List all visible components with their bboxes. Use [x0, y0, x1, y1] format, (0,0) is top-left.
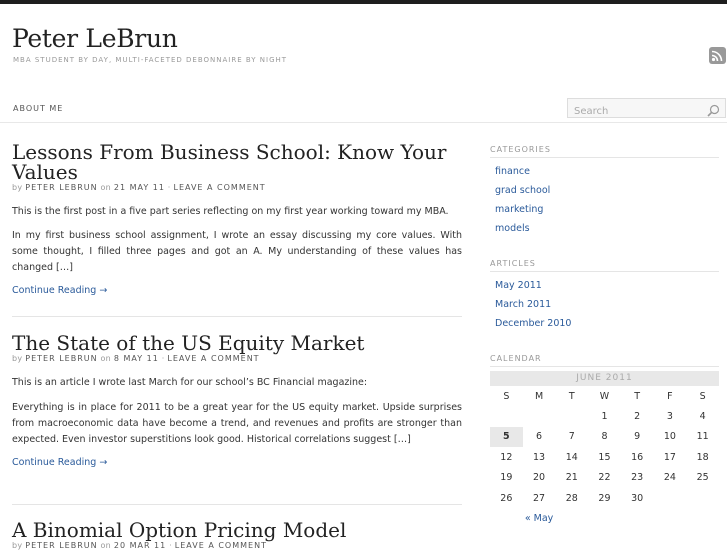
archive-link[interactable]: December 2010	[495, 318, 572, 329]
calendar-day-header: S	[699, 390, 706, 402]
post-title[interactable]: Lessons From Business School: Know Your Values	[12, 140, 447, 184]
calendar-day-header: T	[568, 390, 575, 402]
calendar-week-row	[490, 468, 719, 489]
calendar	[490, 371, 719, 529]
calendar-day: 23	[631, 472, 644, 484]
post	[12, 333, 462, 468]
categories-heading: CATEGORIES	[490, 145, 551, 154]
calendar-day-header: M	[534, 390, 544, 402]
post-meta: by PETER LEBRUN on 8 MAY 11 · LEAVE A COMMENT	[12, 354, 260, 363]
leave-comment-link[interactable]: LEAVE A COMMENT	[167, 354, 260, 363]
site-tagline: MBA STUDENT BY DAY, MULTI-FACETED DEBONNAIRE BY NIGHT	[13, 56, 288, 64]
sidebar-divider	[490, 366, 719, 367]
calendar-footer-spacer	[588, 509, 719, 530]
calendar-day: 28	[565, 492, 578, 504]
calendar-day: 15	[598, 451, 611, 463]
continue-reading-link[interactable]: Continue Reading →	[12, 457, 108, 468]
post-divider	[12, 504, 462, 505]
calendar-day: 26	[500, 492, 513, 504]
calendar-day: 3	[666, 410, 673, 422]
calendar-day: 5	[490, 427, 523, 448]
calendar-day: 19	[500, 472, 513, 484]
post-divider	[12, 316, 462, 317]
sidebar-divider	[490, 157, 719, 158]
calendar-day-header: T	[634, 390, 641, 402]
calendar-day: 17	[663, 451, 676, 463]
calendar-day	[490, 406, 523, 427]
post-author[interactable]: PETER LEBRUN	[25, 541, 98, 550]
leave-comment-link[interactable]: LEAVE A COMMENT	[173, 183, 266, 192]
calendar-day: 20	[533, 472, 546, 484]
post	[12, 142, 462, 296]
post	[12, 520, 462, 550]
calendar-caption: JUNE 2011	[490, 371, 719, 386]
calendar-day: 2	[634, 410, 641, 422]
category-link[interactable]: marketing	[495, 204, 544, 215]
calendar-day: 4	[699, 410, 706, 422]
post-date: 21 MAY 11	[113, 183, 165, 192]
calendar-day: 22	[598, 472, 611, 484]
calendar-day: 16	[631, 451, 644, 463]
archive-link[interactable]: March 2011	[495, 299, 552, 310]
top-bar	[0, 0, 727, 4]
calendar-week-row	[490, 406, 719, 427]
post-excerpt: This is an article I wrote last March for our school’s BC Financial magazine:	[12, 377, 368, 388]
calendar-day: 25	[696, 472, 709, 484]
calendar-week-row	[490, 488, 719, 509]
calendar-day: 8	[601, 431, 608, 443]
post-excerpt: Everything is in place for 2011 to be a great year for the US equity market. Upside surprises from macroeconomic data have become a trend, and revenues and profits are stronger than expected. Even investor superstitions look good. Historical correlations suggest […]	[12, 402, 462, 445]
calendar-heading: CALENDAR	[490, 354, 542, 363]
calendar-day: 24	[663, 472, 676, 484]
calendar-day: 14	[565, 451, 578, 463]
sidebar-divider	[490, 271, 719, 272]
post-date: 8 MAY 11	[113, 354, 159, 363]
calendar-prev-month-link[interactable]: « May	[524, 513, 554, 525]
categories-list	[495, 162, 550, 238]
post-meta: by PETER LEBRUN on 21 MAY 11 · LEAVE A COMMENT	[12, 183, 266, 192]
calendar-day	[523, 406, 556, 427]
archive-link[interactable]: May 2011	[495, 280, 542, 291]
calendar-day: 9	[634, 431, 641, 443]
calendar-day: 29	[598, 492, 611, 504]
calendar-day: 11	[696, 431, 709, 443]
articles-heading: ARTICLES	[490, 259, 536, 268]
leave-comment-link[interactable]: LEAVE A COMMENT	[174, 541, 267, 550]
search-icon[interactable]	[707, 102, 720, 121]
calendar-day: 12	[500, 451, 513, 463]
calendar-day: 10	[663, 431, 676, 443]
calendar-day: 13	[533, 451, 546, 463]
post-meta: by PETER LEBRUN on 20 MAR 11 · LEAVE A COMMENT	[12, 541, 267, 550]
calendar-week-row	[490, 427, 719, 448]
calendar-week-row	[490, 447, 719, 468]
post-title[interactable]: The State of the US Equity Market	[12, 331, 365, 355]
search-box[interactable]	[567, 98, 726, 118]
rss-icon[interactable]	[709, 47, 726, 64]
post-author[interactable]: PETER LEBRUN	[25, 354, 98, 363]
post-date: 20 MAR 11	[113, 541, 167, 550]
category-link[interactable]: finance	[495, 166, 530, 177]
calendar-day: 30	[631, 492, 644, 504]
nav-divider	[0, 122, 727, 123]
continue-reading-link[interactable]: Continue Reading →	[12, 285, 108, 296]
calendar-day-header: W	[599, 390, 610, 402]
post-excerpt: In my first business school assignment, I wrote an essay discussing my core values. With some thought, I filled three pages and got an A. My understanding of these values has changed […]	[12, 230, 462, 273]
calendar-day: 21	[565, 472, 578, 484]
calendar-day: 18	[696, 451, 709, 463]
calendar-day: 1	[601, 410, 608, 422]
site-title[interactable]: Peter LeBrun	[12, 24, 178, 53]
calendar-day: 7	[568, 431, 575, 443]
post-excerpt: This is the first post in a five part series reflecting on my first year working toward my MBA.	[12, 206, 449, 217]
archive-list	[495, 276, 571, 333]
nav-about-me[interactable]: ABOUT ME	[13, 104, 64, 113]
post-author[interactable]: PETER LEBRUN	[25, 183, 98, 192]
calendar-day	[555, 406, 588, 427]
calendar-day	[654, 488, 687, 509]
calendar-day	[686, 488, 719, 509]
search-input[interactable]	[568, 103, 698, 121]
category-link[interactable]: models	[495, 223, 530, 234]
calendar-day: 6	[536, 431, 543, 443]
calendar-day-header: F	[667, 390, 673, 402]
calendar-day-header: S	[503, 390, 510, 402]
post-title[interactable]: A Binomial Option Pricing Model	[12, 518, 347, 542]
calendar-day: 27	[533, 492, 546, 504]
category-link[interactable]: grad school	[495, 185, 551, 196]
